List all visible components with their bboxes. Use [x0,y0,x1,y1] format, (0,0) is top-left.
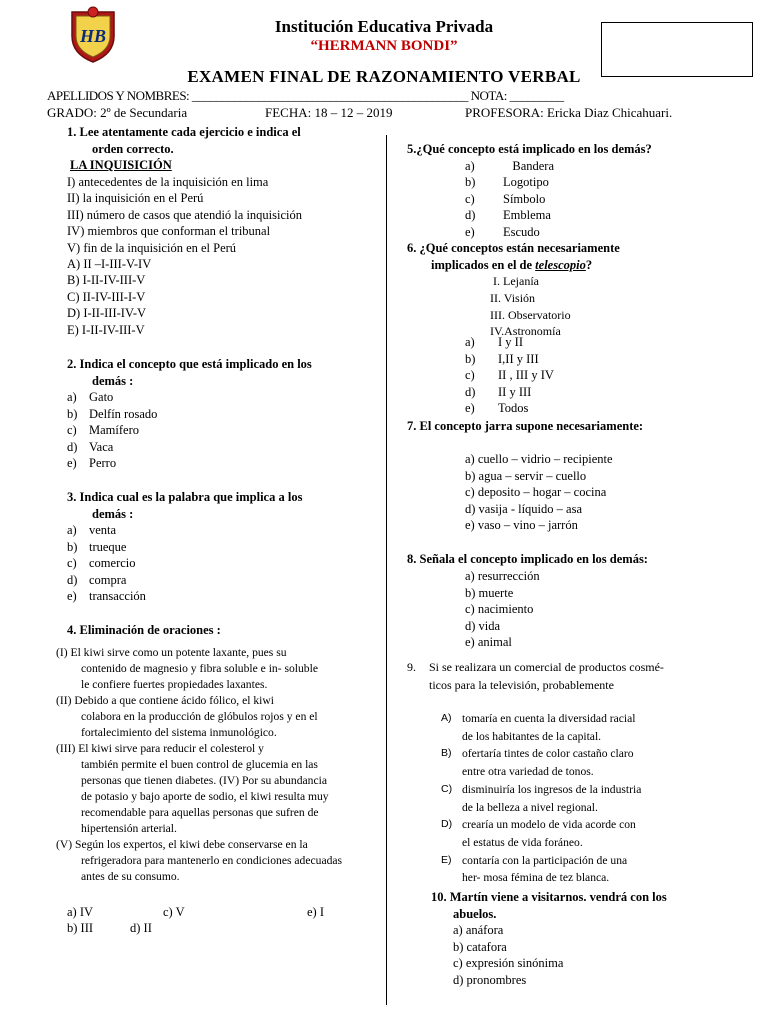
q4-passage [56,645,364,885]
q3-option[interactable]: b) trueque [67,539,127,554]
q5-option[interactable]: a) Bandera [465,158,555,173]
q8-option[interactable]: b) muerte [465,585,514,600]
q4-answer-e[interactable]: e) I [307,905,324,919]
date-label: FECHA: 18 – 12 – 2019 [265,105,393,120]
exam-title: EXAMEN FINAL DE RAZONAMIENTO VERBAL [187,67,581,86]
q9-title-1: Si se realizara un comercial de productos cosmé- [429,660,664,674]
q6-item: II. Visión [490,290,536,305]
q1-option[interactable]: A) II –I-III-V-IV [67,257,152,272]
q1-option[interactable]: C) II-IV-III-I-V [67,289,146,304]
q4-title: 4. Eliminación de oraciones : [67,623,221,637]
q7-title: 7. El concepto jarra supone necesariamente: [407,419,644,433]
question-9 [407,658,664,694]
q10-title-1: 10. Martín viene a visitarnos. vendrá con los [431,890,667,904]
institution-name: Institución Educativa Privada [274,17,494,36]
q9-option-cont: entre otra variedad de tonos. [462,765,594,779]
q5-option[interactable]: e) Escudo [465,224,540,239]
question-3 [67,489,302,605]
q10-option[interactable]: d) pronombres [453,972,527,987]
question-10 [431,889,667,988]
q1-line: IV) miembros que conforman el tribunal [67,224,271,239]
q6-items [490,273,571,340]
q8-options [465,568,540,651]
q9-option-cont: de los habitantes de la capital. [462,729,602,743]
q7-option[interactable]: a) cuello – vidrio – recipiente [465,452,613,466]
q2-option[interactable]: a) Gato [67,390,114,404]
q3-title-2: demás : [92,506,134,521]
question-8 [407,551,648,568]
q1-lines [67,174,302,338]
q9-option-cont: el estatus de vida foráneo. [462,835,583,849]
q10-option[interactable]: c) expresión sinónima [453,956,564,970]
q1-option[interactable]: E) I-II-IV-III-V [67,322,145,337]
q8-title: 8. Señala el concepto implicado en los demás: [407,552,648,566]
q4-line: le confiere fuertes propiedades laxantes. [81,678,268,691]
q9-option[interactable]: A) tomaría en cuenta la diversidad racial [441,712,636,725]
q7-option[interactable]: e) vaso – vino – jarrón [465,518,578,532]
q7-option[interactable]: d) vasija - líquido – asa [465,501,582,516]
q3-option[interactable]: c) comercio [67,556,136,570]
q4-line: recomendable para aquellas personas que sufren de [81,806,319,819]
question-7 [407,418,643,435]
q10-option[interactable]: b) catafora [453,939,507,954]
question-1 [67,124,377,174]
q3-option[interactable]: e) transacción [67,589,146,603]
q3-title-1: 3. Indica cual es la palabra que implica a los [67,490,303,504]
q2-option[interactable]: b) Delfín rosado [67,406,158,421]
q9-option-cont: de la belleza a nivel regional. [462,800,598,814]
q4-line: personas que tienen diabetes. (IV) Por su abundancia [81,774,327,787]
q1-line: III) número de casos que atendió la inquisición [67,207,302,222]
q1-line: II) la inquisición en el Perú [67,191,204,206]
q9-option[interactable]: B) ofertaría tintes de color castaño claro [441,747,634,761]
question-4 [67,622,221,639]
q1-topic: LA INQUISICIÓN [70,158,172,172]
q3-option[interactable]: a) venta [67,523,117,537]
q9-options [441,710,641,887]
q4-answer-b[interactable]: b) III [67,921,94,935]
q1-line: I) antecedentes de la inquisición en lima [67,175,269,189]
question-6 [407,240,620,273]
q8-option[interactable]: e) animal [465,635,512,649]
q6-item: I. Lejanía [493,274,539,288]
q6-item: IV.Astronomía [490,324,561,339]
q4-answer-d[interactable]: d) II [130,921,152,935]
q2-title-1: 2. Indica el concepto que está implicado en los [67,357,312,371]
q2-option[interactable]: c) Mamífero [67,423,139,437]
q8-option[interactable]: a) resurrección [465,569,540,583]
q6-option[interactable]: b) I,II y III [465,351,539,366]
q2-option[interactable]: d) Vaca [67,439,114,454]
q10-option[interactable]: a) anáfora [453,923,504,937]
q7-option[interactable]: c) deposito – hogar – cocina [465,485,607,499]
q9-title-2: ticos para la televisión, probablemente [429,678,614,692]
q4-line: colabora en la producción de glóbulos rojos y en el [81,710,318,723]
q4-line: fortalecimiento del sistema inmunológico. [81,726,277,739]
column-divider [386,135,387,1005]
q6-option[interactable]: c) II , III y IV [465,368,554,382]
q6-options [465,334,554,417]
q5-option[interactable]: b) Logotipo [465,175,549,189]
q2-option[interactable]: e) Perro [67,456,117,470]
q3-option[interactable]: d) compra [67,572,127,587]
q4-line[interactable]: (III) El kiwi sirve para reducir el colesterol y [56,742,264,755]
q5-option[interactable]: d) Emblema [465,208,551,222]
q4-line: refrigeradora para mantenerlo en condiciones adecuadas [81,854,343,867]
q7-option[interactable]: b) agua – servir – cuello [465,468,587,483]
q4-line: antes de su consumo. [81,870,180,883]
q2-title-2: demás : [92,373,134,388]
q9-option-cont: her- mosa fémina de tez blanca. [462,871,610,885]
grade-box[interactable] [601,22,753,77]
q9-number: 9. [407,660,416,674]
q8-option[interactable]: d) vida [465,618,501,633]
q4-answer-c[interactable]: c) V [163,905,185,919]
q9-option[interactable]: D) crearía un modelo de vida acorde con [441,818,636,832]
q1-option[interactable]: D) I-II-III-IV-V [67,306,147,321]
q6-option[interactable]: d) II y III [465,384,532,399]
q4-line[interactable]: (II) Debido a que contiene ácido fólico, el kiwi [56,694,274,707]
q9-option[interactable]: C) disminuiría los ingresos de la industria [441,782,642,796]
q6-option[interactable]: a) I y II [465,335,523,349]
q10-title-2: abuelos. [453,906,497,921]
q1-option[interactable]: B) I-II-IV-III-V [67,273,146,288]
grade-label: GRADO: 2º de Secundaria [47,105,188,120]
q6-title-2: implicados en el de telescopio? [431,257,593,272]
q5-title: 5.¿Qué concepto está implicado en los demás? [407,142,652,156]
q4-answer-a[interactable]: a) IV [67,905,94,919]
q4-line: también permite el buen control de glucemia en las [81,758,318,771]
teacher-label: PROFESORA: Ericka Diaz Chicahuari. [465,105,673,120]
names-line[interactable]: APELLIDOS Y NOMBRES: ______________________________________________ NOTA: _________ [47,88,564,103]
q4-line: contenido de magnesio y fibra soluble e in- soluble [81,662,318,675]
q1-title-1: 1. Lee atentamente cada ejercicio e indica el [67,125,301,139]
question-5 [407,141,652,240]
q4-line[interactable]: (V) Según los expertos, el kiwi debe conservarse en la [56,838,308,851]
q6-item: III. Observatorio [490,307,571,322]
q1-line: V) fin de la inquisición en el Perú [67,240,237,255]
q6-title-1: 6. ¿Qué conceptos están necesariamente [407,241,620,255]
q9-option[interactable]: E) contaría con la participación de una [441,853,628,867]
logo-lettering: HB [79,26,107,46]
q7-options [465,451,613,534]
q5-option[interactable]: c) Símbolo [465,191,546,206]
q4-line: de potasio y bajo aporte de sodio, el kiwi resulta muy [81,790,329,803]
q1-title-2: orden correcto. [92,141,174,156]
q6-option[interactable]: e) Todos [465,401,529,415]
question-2 [67,356,312,472]
q4-line[interactable]: (I) El kiwi sirve como un potente laxante, pues su [56,646,287,659]
q4-line: hipertensión arterial. [81,822,177,835]
q8-option[interactable]: c) nacimiento [465,602,534,616]
school-name: “HERMANN BONDI” [310,38,458,54]
